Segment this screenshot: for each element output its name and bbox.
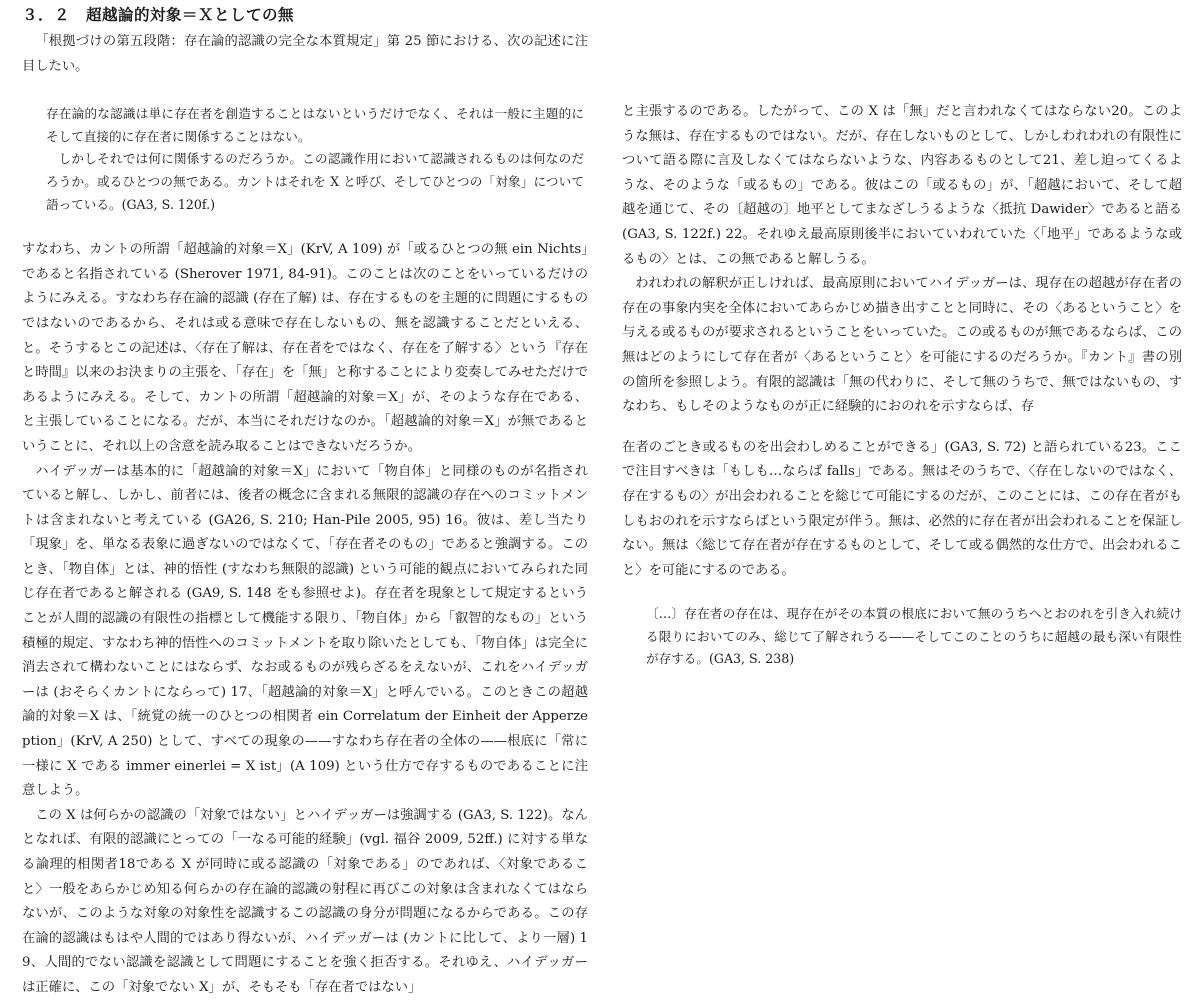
- left-column: [22, 4, 588, 1001]
- paragraph-5a: われわれの解釈が正しければ、最高原則においてハイデッガーは、現存在の超越が存在者の存在の事象内実を全体においてあらかじめ描き出すことと同時に、その〈あるということ〉を与える或るものが要求されるということをいっていた。この或るものが無であるならば、この無はどのようにして存在者が〈あるということ〉を可能にするのだろうか。『カント』書の別の箇所を参照しよう。有限的認識は「無の代わりに、そして無のうちで、無ではないもの、すなわち、もしそのようなものが正に経験的におのれを示すならば、存: [622, 276, 1182, 415]
- paragraph-3: この X は何らかの認識の「対象ではない」とハイデッガーは強調する (GA3, S. 122)。なんとなれば、有限的認識にとっての「一なる可能的経験」(vgl. 福谷 2009, 52ff.) に対する単なる論理的相関者18である X が同時に或る認識の「対象である」のであれば、〈対象であること〉一般をあらかじめ知る何らかの存在論的認識の射程に再びこの対象は含まれなくてはならないが、このような対象の対象性を認識するこの認識の身分が問題になるからである。この存在論的認識はもはや人間的ではあり得ないが、ハイデッガーは (カントに比して、より一層) 19、人間的でない認識を認識として問題にすることを強く拒否する。それゆえ、ハイデッガーは正確に、この「対象でない X」が、そもそも「存在者ではない」: [22, 807, 588, 995]
- block-quote-2: 〔…〕存在者の存在は、現存在がその本質の根底において無のうちへとおのれを引き入れ続ける限りにおいてのみ、総じて了解されうる——そしてこのことのうちに超越の最も深い有限性が存する。(GA3, S. 238): [646, 606, 1182, 667]
- spacer: [622, 583, 1182, 603]
- intro-paragraph: 「根拠づけの第五段階：存在論的認識の完全な本質規定」第 25 節における、次の記述に注目したい。: [22, 34, 588, 74]
- paragraph-1: すなわち、カントの所謂「超越論的対象＝X」(KrV, A 109) が「或るひとつの無 ein Nichts」であると名指されている (Sherover 1971, 84-91)。このことは次のことをいっているだけのようにみえる。すなわち存在論的認識 (存在了解) は、存在するものを主題的に問題にするものではないのであるから、それは或る意味で存在しないもの、無を認識することだといえる、と。そうするとこの記述は、〈存在了解は、存在者をではなく、存在を了解する〉という『存在と時間』以来のお決まりの主張を、「存在」を「無」と称することにより変奏してみせただけであるようにみえる。そして、カントの所謂「超越論的対象＝X」が、そのような存在である、と主張していることになる。だが、本当にそれだけなのか。「超越論的対象＝X」が無であるということに、それ以上の含意を読み取ることはできないだろうか。: [22, 242, 588, 454]
- section-heading: ３．２ 超越論的対象＝Ｘとしての無: [22, 6, 295, 24]
- paragraph-5b: 在者のごとき或るものを出会わしめることができる」(GA3, S. 72) と語られている23。ここで注目すべきは「もしも…ならば falls」である。無はそのうちで、〈存在しないのではなく、存在するもの〉が出会われることを総じて可能にするのだが、このことには、この存在者がもしもおのれを示すならばという限定が伴う。無は、必然的に存在者が出会われることを保証しない。無は〈総じて存在者が存在するものとして、そして或る偶然的な仕方で、出会われること〉を可能にするのである。: [622, 439, 1182, 578]
- paragraph-4: と主張するのである。したがって、この X は「無」だと言われなくてはならない20。このような無は、存在するものではない。だが、存在しないものとして、しかしわれわれの有限性について語る際に言及しなくてはならないような、内容あるものとして21、差し迫ってくるような、そのような「或るもの」である。彼はこの「或るもの」が、「超越において、そして超越を通じて、その〔超越の〕地平としてまなざしうるような〈抵抗 Dawider〉であると語る (GA3, S. 122f.) 22。それゆえ最高原則後半においていわれていた〈「地平」であるような或るもの〉とは、この無であると解しうる。: [622, 104, 1182, 267]
- spacer: [22, 79, 588, 103]
- block-quote-1a: 存在論的な認識は単に存在者を創造することはないというだけでなく、それは一般に主題的にそして直接的に存在者に関係することはない。: [46, 106, 584, 144]
- paragraph-2: ハイデッガーは基本的に「超越論的対象＝X」において「物自体」と同様のものが名指されていると解し、しかし、前者には、後者の概念に含まれる無限的認識の存在へのコミットメントは含まれないと考えている (GA26, S. 210; Han-Pile 2005, 95) 16。彼は、差し当たり「現象」を、単なる表象に過ぎないのではなくて、「存在者そのもの」であると強調する。このとき、「物自体」とは、神的悟性 (すなわち無限的認識) という可能的観点においてみられた同じ存在者であると解される (GA9, S. 148 をも参照せよ)。存在者を現象として規定するということが人間的認識の有限性の指標として機能する限り、「物自体」から「叡智的なもの」という積極的規定、すなわち神的悟性へのコミットメントを取り除いたとしても、「物自体」は完全に消去されて構わないことにはならず、なお或るものが残らざるをえないが、これをハイデッガーは (おそらくカントにならって) 17、「超越論的対象＝X」と呼んでいる。このときこの超越論的対象＝X は、「統覚の統一のひとつの相関者 ein Correlatum der Einheit der Apperzeption」(KrV, A 250) として、すべての現象の——すなわち存在者の全体の——根底に「常に一様に X である immer einerlei = X ist」(A 109) という仕方で存するものであることに注意しよう。: [22, 463, 588, 799]
- spacer: [622, 420, 1182, 436]
- block-quote-1b: しかしそれでは何に関係するのだろうか。この認識作用において認識されるものは何なのだろうか。或るひとつの無である。カントはそれを X と呼び、そしてひとつの「対象」について語っている。(GA3, S. 120f.): [46, 151, 584, 212]
- right-column: [622, 100, 1182, 671]
- spacer: [22, 216, 588, 238]
